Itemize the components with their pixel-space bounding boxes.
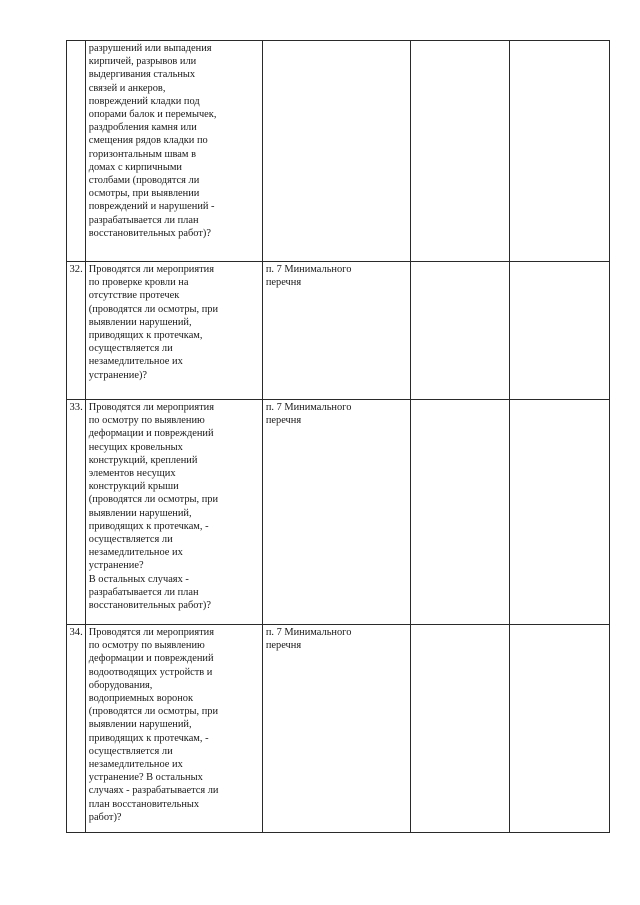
question-cell: Проводятся ли мероприятия по осмотру по выявлению деформации и повреждений водоотводящих устройств и оборудования, водоприемных воронок (проводятся ли осмотры, при выявлении нарушений, приводящих к протечкам, - осуществляется ли незамедлительное их устранение? В остальных случаях - разрабатывается ли план восстановительных работ)? bbox=[85, 625, 262, 833]
answer-cell bbox=[410, 41, 510, 262]
answer-cell bbox=[410, 262, 510, 400]
question-cell: разрушений или выпадения кирпичей, разрывов или выдергивания стальных связей и анкеров, повреждений кладки под опорами балок и перемычек, раздробления камня или смещения рядов кладки по горизонтальным швам в домах с кирпичными столбами (проводятся ли осмотры, при выявлении повреждений и нарушений - разрабатывается ли план восстановительных работ)? bbox=[85, 41, 262, 262]
table-row bbox=[67, 625, 610, 833]
question-cell: Проводятся ли мероприятия по осмотру по выявлению деформации и повреждений несущих кровельных конструкций, креплений элементов несущих конструкций крыши (проводятся ли осмотры, при выявлении нарушений, приводящих к протечкам, - осуществляется ли незамедлительное их устранение? В остальных случаях - разрабатывается ли план восстановительных работ)? bbox=[85, 400, 262, 625]
table-row bbox=[67, 262, 610, 400]
answer-cell bbox=[410, 400, 510, 625]
checklist-table bbox=[66, 40, 610, 833]
question-cell: Проводятся ли мероприятия по проверке кровли на отсутствие протечек (проводятся ли осмотры, при выявлении нарушений, приводящих к протечкам, осуществляется ли незамедлительное их устранение)? bbox=[85, 262, 262, 400]
reference-cell: п. 7 Минимального перечня bbox=[262, 625, 410, 833]
row-number-cell: 32. bbox=[67, 262, 86, 400]
table-row bbox=[67, 400, 610, 625]
reference-cell bbox=[262, 41, 410, 262]
note-cell bbox=[510, 41, 610, 262]
row-number-cell: 34. bbox=[67, 625, 86, 833]
answer-cell bbox=[410, 625, 510, 833]
reference-cell: п. 7 Минимального перечня bbox=[262, 262, 410, 400]
note-cell bbox=[510, 625, 610, 833]
row-number-cell: 33. bbox=[67, 400, 86, 625]
reference-cell: п. 7 Минимального перечня bbox=[262, 400, 410, 625]
note-cell bbox=[510, 262, 610, 400]
note-cell bbox=[510, 400, 610, 625]
row-number-cell bbox=[67, 41, 86, 262]
table-row bbox=[67, 41, 610, 262]
